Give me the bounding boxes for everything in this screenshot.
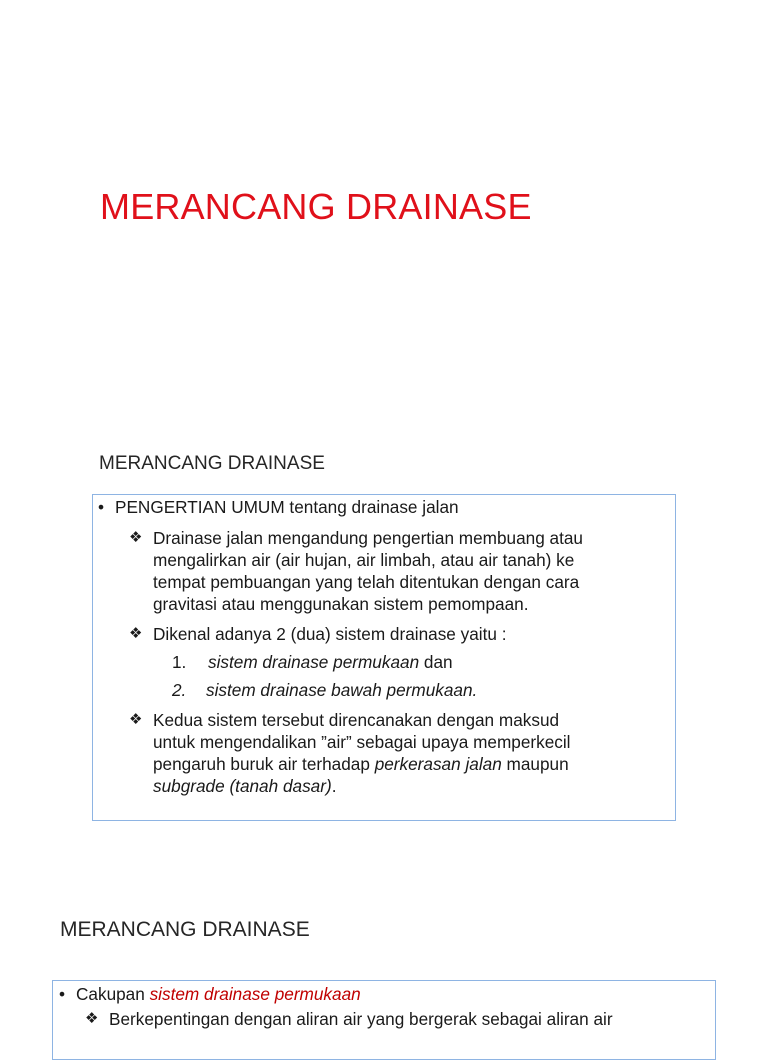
bullet-item <box>98 496 667 518</box>
diamond-item-3 <box>129 709 667 797</box>
plain-text: pengaruh buruk air terhadap <box>153 754 375 774</box>
slide-2-heading: MERANCANG DRAINASE <box>99 453 325 474</box>
diamond-item-3-text <box>153 709 667 797</box>
bullet-icon: • <box>59 984 66 1004</box>
bullet-item <box>59 983 707 1005</box>
numbered-item-1 <box>172 651 667 673</box>
slide-3-content-box <box>52 980 716 1060</box>
italic-text: perkerasan jalan <box>374 754 502 774</box>
italic-text: subgrade (tanah dasar) <box>153 776 332 796</box>
diamond-item-2 <box>129 623 667 645</box>
bullet-icon: • <box>98 497 105 517</box>
text-line <box>153 775 667 797</box>
diamond-bullet-icon: ❖ <box>129 625 143 642</box>
plain-text: . <box>331 776 337 796</box>
italic-text: sistem drainase permukaan <box>208 652 420 672</box>
italic-text: sistem drainase bawah permukaan. <box>206 680 478 700</box>
text-line: tempat pembuangan yang telah ditentukan dengan cara <box>153 572 580 592</box>
emphasis-text: sistem drainase permukaan <box>149 984 361 1004</box>
text-line: mengalirkan air (air hujan, air limbah, atau air tanah) ke <box>153 550 575 570</box>
diamond-item-1-text <box>153 527 667 615</box>
plain-text: dan <box>419 652 453 672</box>
numbered-item-2 <box>172 679 667 701</box>
slide-1-title: MERANCANG DRAINASE <box>100 186 532 227</box>
bullet-text: PENGERTIAN UMUM tentang drainase jalan <box>115 497 459 517</box>
text-line <box>153 753 667 775</box>
diamond-bullet-icon: ❖ <box>129 711 143 728</box>
text-line: Kedua sistem tersebut direncanakan dengan maksud <box>153 710 560 730</box>
text-line: untuk mengendalikan ”air” sebagai upaya memperkecil <box>153 732 571 752</box>
diamond-bullet-icon: ❖ <box>129 529 143 546</box>
plain-text: Cakupan <box>76 984 150 1004</box>
diamond-bullet-icon: ❖ <box>85 1010 99 1027</box>
slide-2-content-box <box>92 494 676 821</box>
plain-text: maupun <box>501 754 569 774</box>
text-line: Drainase jalan mengandung pengertian membuang atau <box>153 528 583 548</box>
text-line: gravitasi atau menggunakan sistem pemompaan. <box>153 594 529 614</box>
slide-3-heading: MERANCANG DRAINASE <box>60 918 310 941</box>
item-number: 1. <box>172 652 187 672</box>
diamond-item-1-text: Berkepentingan dengan aliran air yang bergerak sebagai aliran air <box>109 1009 613 1029</box>
item-number: 2. <box>172 680 187 700</box>
diamond-item-2-text: Dikenal adanya 2 (dua) sistem drainase yaitu : <box>153 624 507 644</box>
diamond-item-1 <box>85 1008 707 1030</box>
diamond-item-1 <box>129 527 667 615</box>
